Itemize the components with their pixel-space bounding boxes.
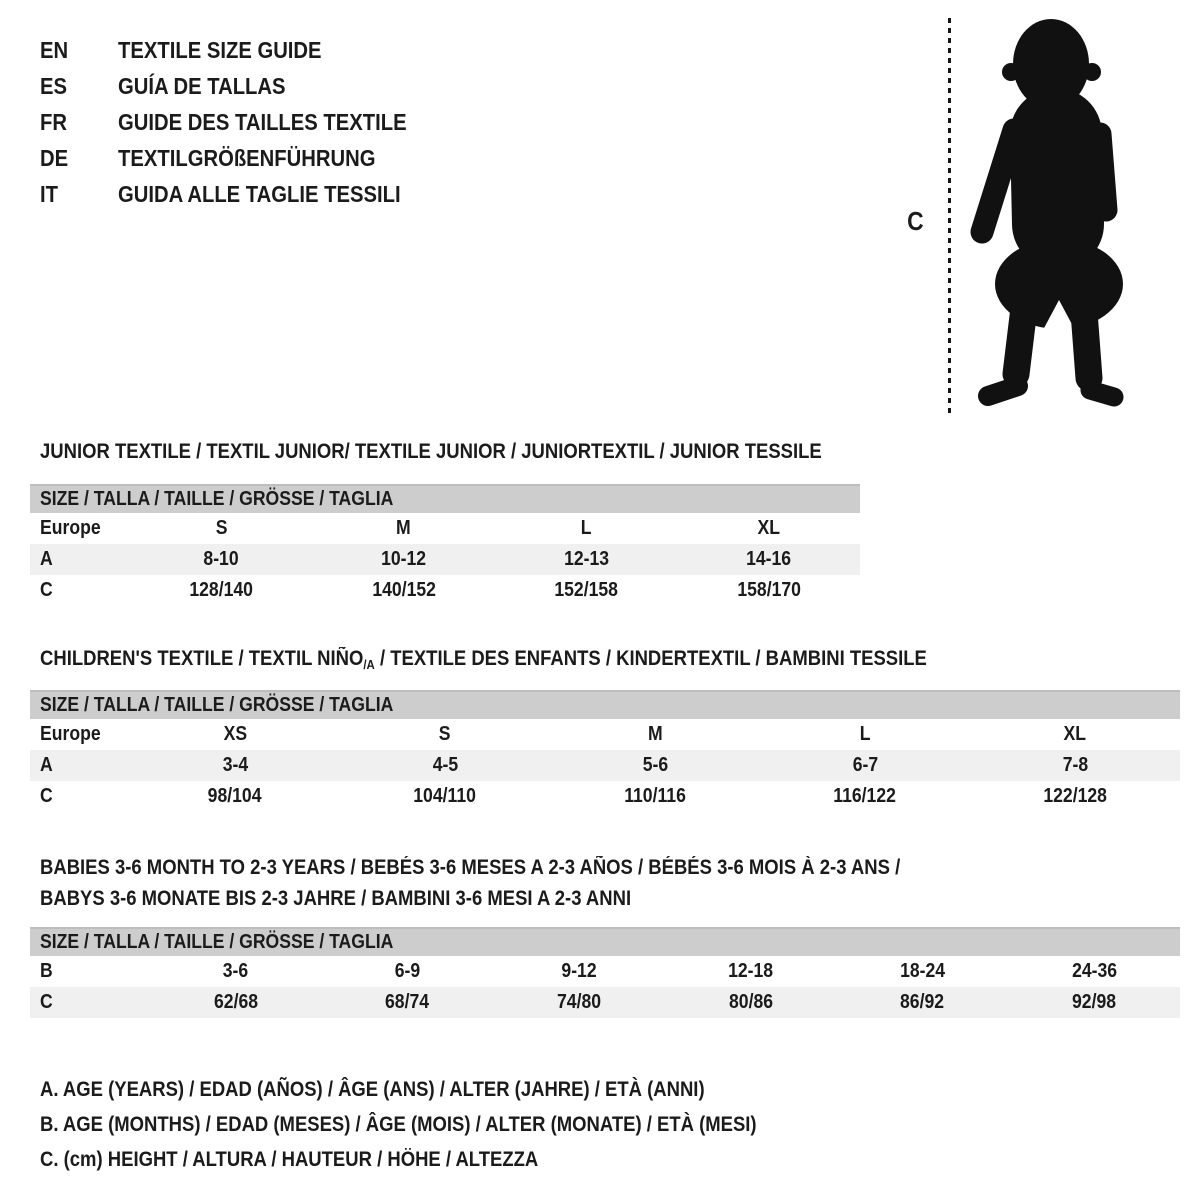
age-cell: 10-12	[381, 548, 427, 570]
height-cell: 152/158	[554, 579, 619, 601]
size-cell: XL	[757, 517, 780, 539]
language-code: FR	[40, 109, 67, 135]
size-cell: XL	[1063, 723, 1087, 745]
children-row-height	[30, 781, 1180, 812]
age-cell: 12-13	[563, 548, 609, 570]
row-label: B	[40, 960, 53, 982]
legend-notes	[40, 1072, 854, 1177]
note-a: A. AGE (YEARS) / EDAD (AÑOS) / ÂGE (ANS) / ALTER (JAHRE) / ETÀ (ANNI)	[40, 1078, 705, 1101]
months-cell: 9-12	[561, 960, 597, 982]
months-cell: 3-6	[223, 960, 249, 982]
babies-row-months	[30, 956, 1180, 987]
babies-size-table	[30, 927, 1180, 1018]
language-title: GUÍA DE TALLAS	[118, 73, 286, 99]
height-cell: 62/68	[213, 991, 258, 1013]
height-cell: 92/98	[1072, 991, 1117, 1013]
size-cell: M	[647, 723, 663, 745]
babies-size-header-band: SIZE / TALLA / TAILLE / GRÖSSE / TAGLIA	[30, 927, 1180, 956]
junior-section-title: JUNIOR TEXTILE / TEXTIL JUNIOR/ TEXTILE JUNIOR / JUNIORTEXTIL / JUNIOR TESSILE	[40, 440, 822, 463]
size-cell: S	[439, 723, 451, 745]
age-cell: 8-10	[203, 548, 239, 570]
months-cell: 24-36	[1071, 960, 1117, 982]
row-label: C	[40, 991, 53, 1013]
size-cell: L	[859, 723, 871, 745]
babies-section-title	[40, 852, 1018, 914]
height-cell: 80/86	[728, 991, 773, 1013]
age-cell: 7-8	[1062, 754, 1088, 776]
height-cell: 122/128	[1043, 785, 1107, 807]
row-label: Europe	[40, 517, 101, 539]
height-cell: 74/80	[557, 991, 602, 1013]
junior-row-age	[30, 544, 860, 575]
row-label: C	[40, 785, 53, 807]
note-c: C. (cm) HEIGHT / ALTURA / HAUTEUR / HÖHE / ALTEZZA	[40, 1148, 539, 1171]
height-cell: 110/116	[624, 785, 686, 807]
language-title: GUIDE DES TAILLES TEXTILE	[118, 109, 407, 135]
age-cell: 4-5	[432, 754, 458, 776]
height-cell: 86/92	[900, 991, 945, 1013]
row-label: A	[40, 548, 53, 570]
size-cell: M	[396, 517, 412, 539]
language-row-en	[40, 32, 446, 68]
age-cell: 5-6	[642, 754, 668, 776]
language-row-it	[40, 176, 446, 212]
row-label: A	[40, 754, 53, 776]
row-label: C	[40, 579, 53, 601]
size-cell: XS	[223, 723, 247, 745]
months-cell: 18-24	[899, 960, 945, 982]
language-title: GUIDA ALLE TAGLIE TESSILI	[118, 181, 401, 207]
language-row-es	[40, 68, 446, 104]
height-cell: 98/104	[208, 785, 262, 807]
junior-size-table	[30, 484, 860, 606]
row-label: Europe	[40, 723, 101, 745]
title-subscript: /A	[363, 657, 375, 672]
language-legend	[40, 32, 446, 212]
language-title: TEXTILGRÖßENFÜHRUNG	[118, 145, 376, 171]
height-cell: 68/74	[385, 991, 430, 1013]
babies-row-height	[30, 987, 1180, 1018]
size-cell: L	[580, 517, 592, 539]
age-cell: 3-4	[222, 754, 248, 776]
height-cell: 116/122	[833, 785, 897, 807]
baby-silhouette	[960, 12, 1145, 417]
junior-size-header-band: SIZE / TALLA / TAILLE / GRÖSSE / TAGLIA	[30, 484, 860, 513]
junior-row-height	[30, 575, 860, 606]
note-b: B. AGE (MONTHS) / EDAD (MESES) / ÂGE (MOIS) / ALTER (MONATE) / ETÀ (MESI)	[40, 1113, 757, 1136]
months-cell: 12-18	[728, 960, 774, 982]
height-cell: 140/152	[371, 579, 436, 601]
age-cell: 6-7	[852, 754, 878, 776]
junior-row-europe	[30, 513, 860, 544]
babies-title-line2: BABYS 3-6 MONATE BIS 2-3 JAHRE / BAMBINI 3-6 MESI A 2-3 ANNI	[40, 887, 632, 910]
children-size-table	[30, 690, 1180, 812]
babies-title-line1: BABIES 3-6 MONTH TO 2-3 YEARS / BEBÉS 3-6 MESES A 2-3 AÑOS / BÉBÉS 3-6 MOIS À 2-3 ANS /	[40, 856, 901, 879]
height-cell: 104/110	[413, 785, 477, 807]
language-code: DE	[40, 145, 69, 171]
language-code: ES	[40, 73, 68, 99]
children-size-header-band: SIZE / TALLA / TAILLE / GRÖSSE / TAGLIA	[30, 690, 1180, 719]
language-title: TEXTILE SIZE GUIDE	[118, 37, 322, 63]
children-row-age	[30, 750, 1180, 781]
language-row-fr	[40, 104, 446, 140]
months-cell: 6-9	[394, 960, 421, 982]
language-code: EN	[40, 37, 69, 63]
height-dashed-line	[948, 18, 951, 416]
age-cell: 14-16	[746, 548, 792, 570]
size-cell: S	[215, 517, 228, 539]
children-section-title: CHILDREN'S TEXTILE / TEXTIL $NIÑO_{/A}$ / TEXTILE DES ENFANTS / KINDERTEXTIL / BAMBINI TESSILE	[40, 647, 927, 672]
language-code: IT	[40, 181, 58, 207]
height-cell: 158/170	[736, 579, 801, 601]
height-cell: 128/140	[189, 579, 254, 601]
language-row-de	[40, 140, 446, 176]
height-measure-label: C	[907, 206, 924, 236]
children-row-europe	[30, 719, 1180, 750]
